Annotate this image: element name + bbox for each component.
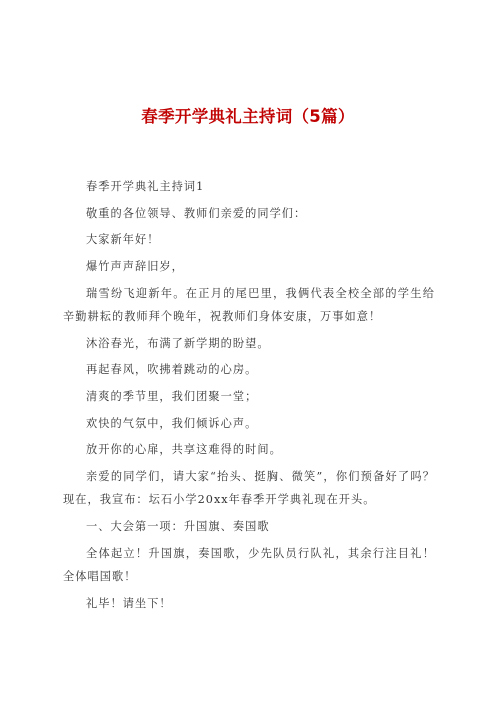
paragraph: 再起春风，吹拂着跳动的心房。 [86, 363, 258, 377]
document-body [63, 175, 435, 619]
paragraph-salutation: 敬重的各位领导、教师们亲爱的同学们： [86, 206, 307, 220]
paragraph: 爆竹声声辞旧岁， [86, 260, 184, 274]
paragraph: 瑞雪纷飞迎新年。在正月的尾巴里，我俩代表全校全部的学生给辛勤耕耘的教师拜个晚年，祝教师们身体安康，万事如意！ [63, 286, 435, 324]
paragraph: 清爽的季节里，我们团聚一堂； [86, 390, 258, 404]
document-title: 春季开学典礼主持词（5篇） [141, 107, 355, 126]
paragraph: 沐浴春光，布满了新学期的盼望。 [86, 336, 270, 350]
paragraph: 亲爱的同学们，请大家“抬头、挺胸、微笑”，你们预备好了吗？现在，我宣布：坛石小学20xx年春季开学典礼现在开头。 [63, 470, 435, 507]
paragraph-heading: 春季开学典礼主持词1 [86, 180, 205, 193]
paragraph: 礼毕！请坐下！ [86, 596, 172, 610]
paragraph-section-heading: 一、大会第一项：升国旗、奏国歌 [86, 520, 270, 534]
paragraph: 全体起立！升国旗，奏国歌，少先队员行队礼，其余行注目礼！全体唱国歌！ [63, 546, 435, 584]
paragraph: 欢快的气氛中，我们倾诉心声。 [86, 416, 258, 430]
paragraph-greeting: 大家新年好！ [86, 233, 160, 247]
paragraph: 放开你的心扉，共享这难得的时间。 [86, 443, 282, 457]
